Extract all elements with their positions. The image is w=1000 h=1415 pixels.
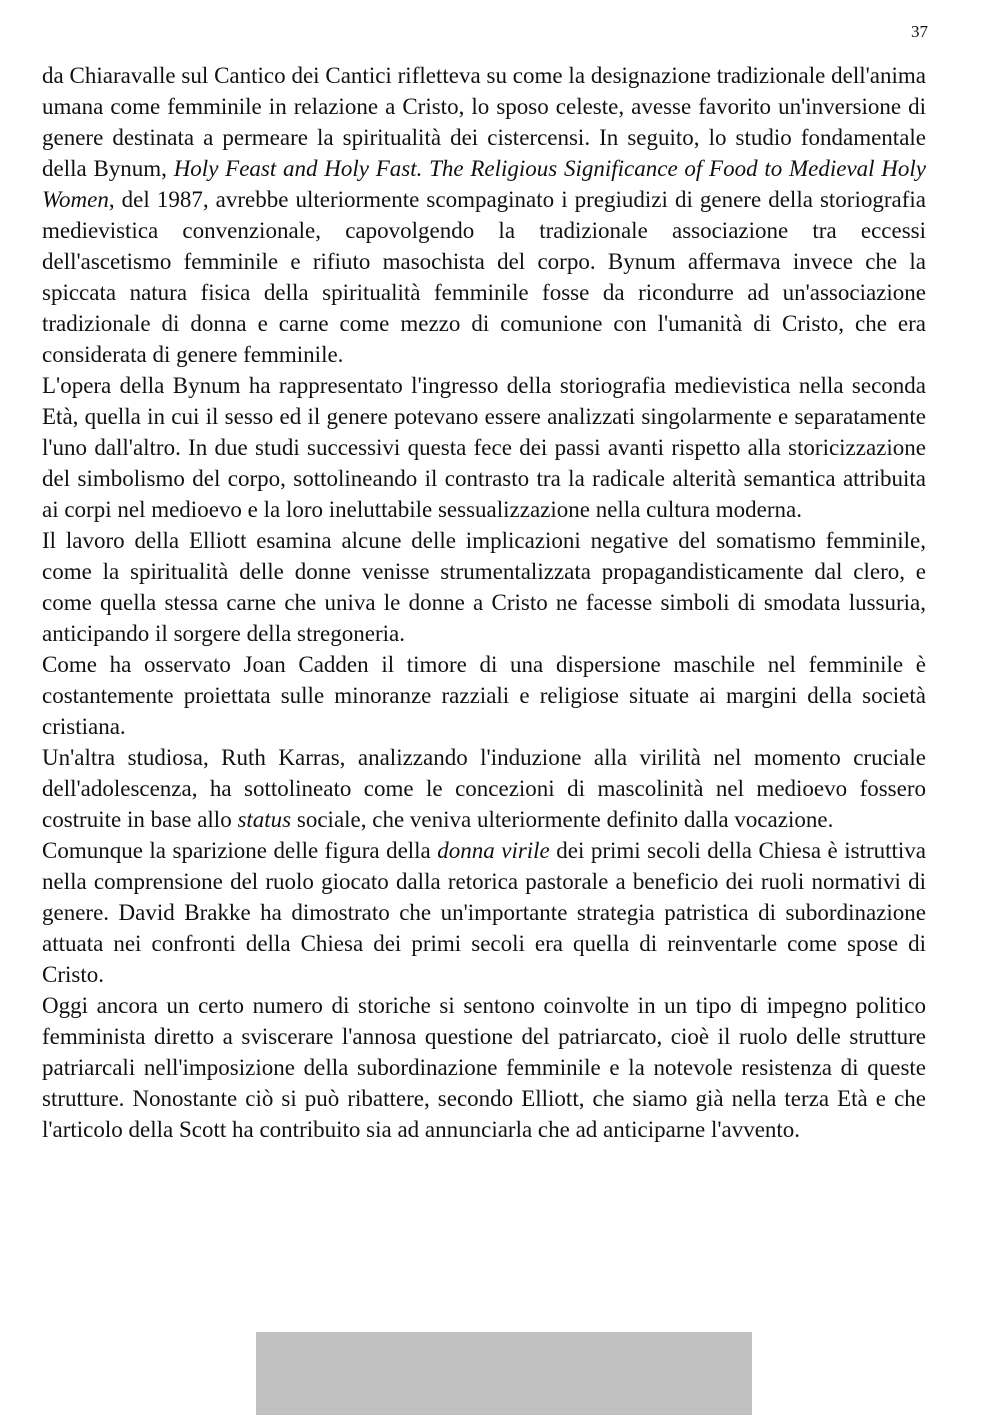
paragraph: [42, 649, 926, 742]
text-segment: dei primi secoli della Chiesa è istruttiva nella comprensione del ruolo giocato dalla retorica pastorale a beneficio dei ruoli normativi di genere. David Brakke ha dimostrato che un'importante strategia patristica di subordinazione attuata nei confronti della Chiesa dei primi secoli era quella di reinventarle come spose di Cristo.: [42, 838, 926, 987]
body-text: [42, 60, 926, 1145]
text-segment: Comunque la sparizione delle figura della: [42, 838, 438, 863]
text-segment: Il lavoro della Elliott esamina alcune delle implicazioni negative del somatismo femminile, come la spiritualità delle donne venisse strumentalizzata propagandisticamente dal clero, e come quella stessa carne che univa le donne a Cristo ne facesse simboli di smodata lussuria, anticipando il sorgere della stregoneria.: [42, 528, 926, 646]
text-segment: , del 1987, avrebbe ulteriormente scompaginato i pregiudizi di genere della storiografia medievistica convenzionale, capovolgendo la tradizionale associazione tra eccessi dell'ascetismo femminile e rifiuto masochista del corpo. Bynum affermava invece che la spiccata natura fisica della spiritualità femminile fosse da ricondurre ad un'associazione tradizionale di donna e carne come mezzo di comunione con l'umanità di Cristo, che era considerata di genere femminile.: [42, 187, 926, 367]
paragraph: [42, 990, 926, 1145]
paragraph: [42, 742, 926, 835]
paragraph: [42, 370, 926, 525]
book-title: Holy Feast and Holy Fast. The Religious Significance of Food to Medieval Holy Women: [42, 156, 926, 212]
text-segment: da Chiaravalle sul Cantico dei Cantici rifletteva su come la designazione tradizionale dell'anima umana come femminile in relazione a Cristo, lo sposo celeste, avesse favorito un'inversione di genere destinata a permeare la spiritualità dei cistercensi. In seguito, lo studio fondamentale della Bynum,: [42, 63, 926, 181]
text-segment: Come ha osservato Joan Cadden il timore di una dispersione maschile nel femminile è costantemente proiettata sulle minoranze razziali e religiose situate ai margini della società cristiana.: [42, 652, 926, 739]
gray-footer-box: [256, 1332, 752, 1415]
paragraph: [42, 60, 926, 370]
text-segment: L'opera della Bynum ha rappresentato l'ingresso della storiografia medievistica nella seconda Età, quella in cui il sesso ed il genere potevano essere analizzati singolarmente e separatamente l'uno dall'altro. In due studi successivi questa fece dei passi avanti rispetto alla storicizzazione del simbolismo del corpo, sottolineando il contrasto tra la radicale alterità semantica attribuita ai corpi nel medioevo e la loro ineluttabile sessualizzazione nella cultura moderna.: [42, 373, 926, 522]
italic-term: donna virile: [437, 838, 550, 863]
text-segment: Oggi ancora un certo numero di storiche si sentono coinvolte in un tipo di impegno politico femminista diretto a sviscerare l'annosa questione del patriarcato, cioè il ruolo delle strutture patriarcali nell'imposizione della subordinazione femminile e la notevole resistenza di queste strutture. Nonostante ciò si può ribattere, secondo Elliott, che siamo già nella terza Età e che l'articolo della Scott ha contribuito sia ad annunciarla che ad anticiparne l'avvento.: [42, 993, 926, 1142]
italic-term: status: [237, 807, 292, 832]
text-segment: sociale, che veniva ulteriormente definito dalla vocazione.: [291, 807, 834, 832]
page-number: 37: [911, 22, 928, 41]
paragraph: [42, 525, 926, 649]
paragraph: [42, 835, 926, 990]
text-segment: Un'altra studiosa, Ruth Karras, analizzando l'induzione alla virilità nel momento cruciale dell'adolescenza, ha sottolineato come le concezioni di mascolinità nel medioevo fossero costruite in base allo: [42, 745, 926, 832]
